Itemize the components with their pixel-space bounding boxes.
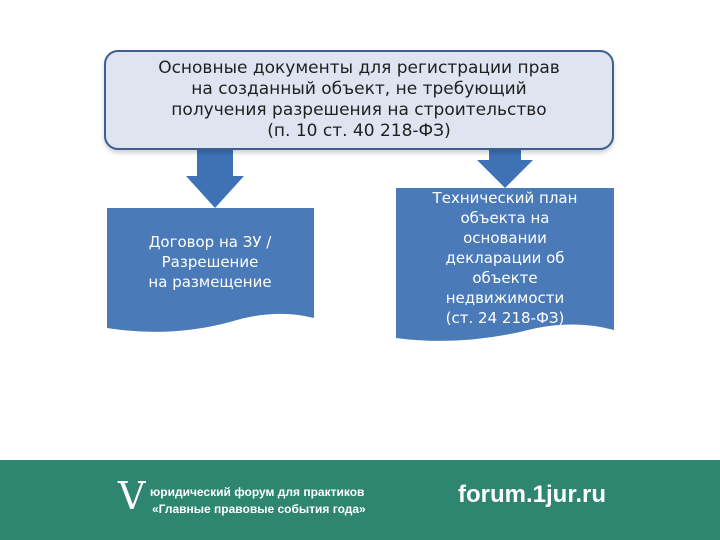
right-document-line: объекта на: [460, 209, 550, 227]
forum-subtitle: «Главные правовые события года»: [152, 502, 366, 516]
header-line: (п. 10 ст. 40 218-ФЗ): [267, 121, 451, 141]
right-document-line: Технический план: [432, 189, 578, 207]
left-document-line: на размещение: [148, 273, 272, 291]
right-document-line: основании: [463, 229, 547, 247]
right-document-text: [400, 188, 610, 338]
header-box: [104, 50, 614, 150]
forum-number-logo: V: [118, 474, 146, 518]
left-document-text: [110, 232, 310, 292]
right-document-line: (ст. 24 218-ФЗ): [445, 309, 565, 327]
right-document-line: объекте: [472, 269, 538, 287]
right-document-line: недвижимости: [445, 289, 565, 307]
header-line: получения разрешения на строительство: [171, 100, 547, 120]
forum-title: юридический форум для практиков: [150, 485, 365, 499]
header-line: Основные документы для регистрации прав: [158, 58, 560, 78]
left-document-line: Разрешение: [161, 253, 259, 271]
right-document-line: декларации об: [445, 249, 565, 267]
left-document-line: Договор на ЗУ /: [148, 233, 272, 251]
header-line: на созданный объект, не требующий: [191, 79, 527, 99]
footer-banner: [0, 460, 720, 540]
forum-url[interactable]: forum.1jur.ru: [458, 481, 607, 508]
